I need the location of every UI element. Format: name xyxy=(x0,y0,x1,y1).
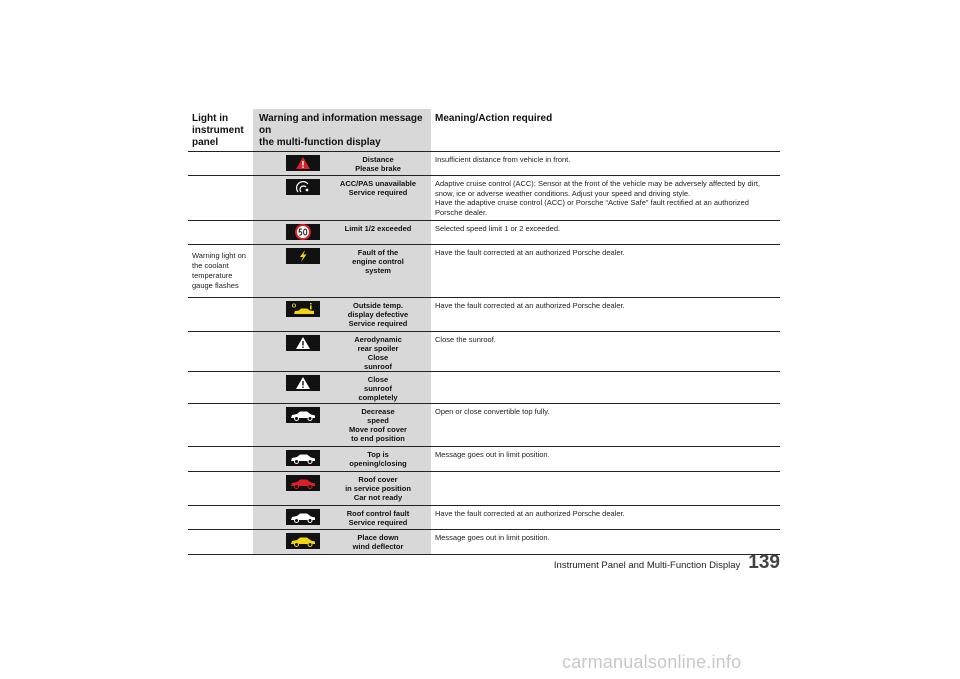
display-message: Roof control fault Service required xyxy=(346,509,410,527)
acc-sensor-icon xyxy=(286,179,320,195)
table-row xyxy=(188,221,780,245)
outside-temp-icon xyxy=(286,301,320,317)
light-cell xyxy=(188,472,253,505)
table-row xyxy=(188,298,780,332)
warning-message-table xyxy=(188,109,780,555)
header-message-column: Warning and information message on the multi-function display xyxy=(253,109,431,151)
meaning-cell: Open or close convertible top fully. xyxy=(435,407,550,416)
display-message: Roof cover in service position Car not ready xyxy=(345,475,411,502)
message-cell xyxy=(253,152,431,175)
display-message: ACC/PAS unavailable Service required xyxy=(339,179,417,197)
light-cell xyxy=(188,298,253,331)
display-message: Place down wind deflector xyxy=(352,533,404,551)
meaning-cell xyxy=(431,372,780,403)
table-body xyxy=(188,152,780,555)
light-cell xyxy=(188,332,253,371)
header-light-column: Light in instrument panel xyxy=(192,113,244,148)
table-row xyxy=(188,176,780,221)
message-cell xyxy=(253,447,431,471)
table-row xyxy=(188,332,780,372)
light-cell xyxy=(188,447,253,471)
light-cell xyxy=(188,506,253,529)
display-message: Outside temp. display defective Service required xyxy=(347,301,409,328)
car-yellow-icon xyxy=(286,533,320,549)
meaning-cell: Insufficient distance from vehicle in front. xyxy=(435,155,571,164)
meaning-cell xyxy=(431,472,780,505)
meaning-cell: Close the sunroof. xyxy=(435,335,496,344)
light-cell xyxy=(188,404,253,446)
engine-lightning-icon xyxy=(286,248,320,264)
display-message: Limit 1/2 exceeded xyxy=(344,224,412,233)
meaning-cell: Message goes out in limit position. xyxy=(435,533,550,542)
table-row xyxy=(188,506,780,530)
light-cell: Warning light on the coolant temperature gauge flashes xyxy=(192,251,246,290)
light-cell xyxy=(188,372,253,403)
white-triangle-icon xyxy=(286,335,320,351)
table-row xyxy=(188,447,780,472)
meaning-cell: Selected speed limit 1 or 2 exceeded. xyxy=(435,224,561,233)
message-cell xyxy=(253,530,431,554)
message-cell xyxy=(253,372,431,403)
light-cell xyxy=(188,221,253,244)
meaning-cell: Message goes out in limit position. xyxy=(435,450,550,459)
message-cell xyxy=(253,472,431,505)
display-message: Fault of the engine control system xyxy=(352,248,404,275)
message-cell xyxy=(253,221,431,244)
display-message: Top is opening/closing xyxy=(349,450,407,468)
table-row xyxy=(188,152,780,176)
display-message: Distance Please brake xyxy=(355,155,401,173)
display-message: Decrease speed Move roof cover to end position xyxy=(349,407,407,443)
table-row xyxy=(188,372,780,404)
watermark: carmanualsonline.info xyxy=(562,652,742,672)
meaning-cell: Adaptive cruise control (ACC): Sensor at the front of the vehicle may be adversely affected by dirt, snow, ice or adverse weather conditions. Adjust your speed and driving style. Have the adaptive cruise control (ACC) or Porsche “Active Safe” fault rectified at an authorized Porsche dealer. xyxy=(435,179,761,217)
white-triangle-icon xyxy=(286,375,320,391)
light-cell xyxy=(188,152,253,175)
car-white-icon xyxy=(286,509,320,525)
car-white-icon xyxy=(286,450,320,466)
message-cell xyxy=(253,404,431,446)
red-triangle-icon xyxy=(286,155,320,171)
meaning-cell: Have the fault corrected at an authorized Porsche dealer. xyxy=(435,301,625,310)
car-red-icon xyxy=(286,475,320,491)
display-message: Aerodynamic rear spoiler Close sunroof xyxy=(354,335,402,371)
table-row xyxy=(188,245,780,298)
table-header xyxy=(188,109,780,152)
message-cell xyxy=(253,298,431,331)
page-footer xyxy=(554,552,780,574)
speed-limit-50-icon xyxy=(286,224,320,240)
message-cell xyxy=(253,245,431,297)
header-meaning-column: Meaning/Action required xyxy=(435,113,553,124)
meaning-cell: Have the fault corrected at an authorized Porsche dealer. xyxy=(435,509,625,518)
message-cell xyxy=(253,332,431,371)
message-cell xyxy=(253,176,431,220)
light-cell xyxy=(188,176,253,220)
meaning-cell: Have the fault corrected at an authorized Porsche dealer. xyxy=(435,248,625,257)
page-number: 139 xyxy=(748,552,780,573)
display-message: Close sunroof completely xyxy=(358,375,398,402)
message-cell xyxy=(253,506,431,529)
table-row xyxy=(188,472,780,506)
footer-section-title: Instrument Panel and Multi-Function Display xyxy=(553,560,741,571)
light-cell xyxy=(188,530,253,554)
car-white-icon xyxy=(286,407,320,423)
table-row xyxy=(188,404,780,447)
